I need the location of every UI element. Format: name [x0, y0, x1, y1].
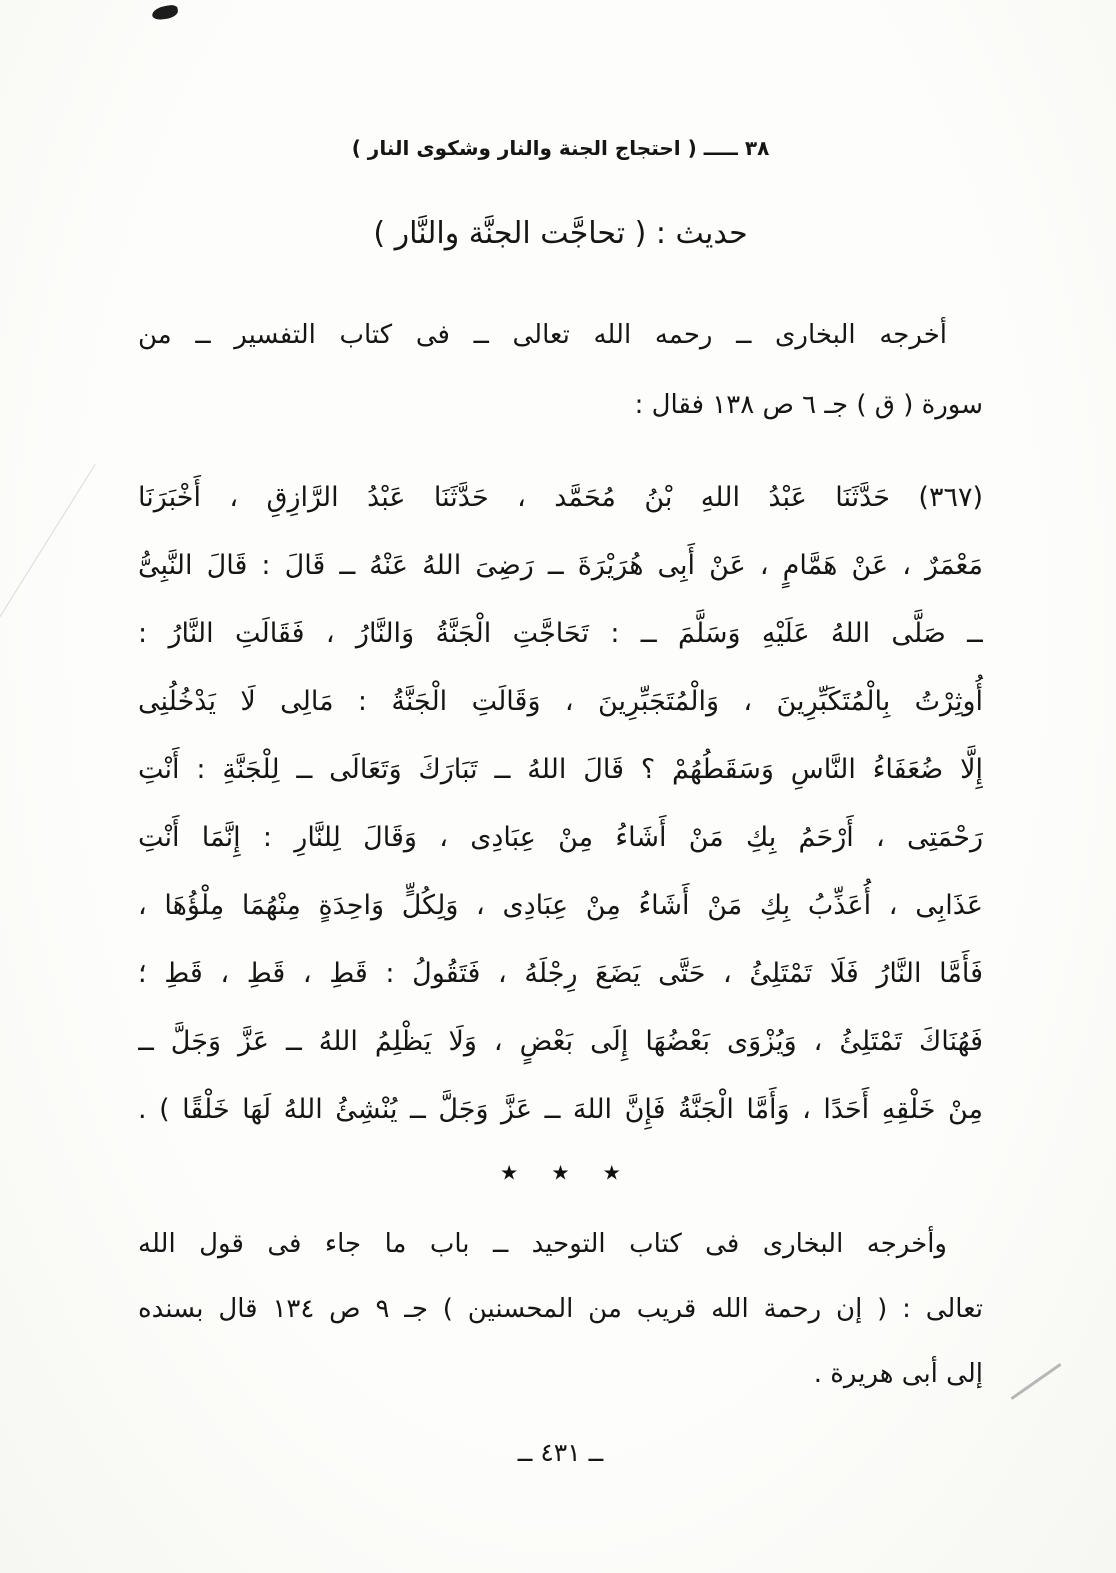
text-line: إلى أبى هريرة .: [813, 1359, 983, 1389]
source-paragraph: [138, 300, 983, 440]
hadith-line: مِنْ خَلْقِهِ أَحَدًا ، وَأَمَّا الْجَنَّةُ فَإِنَّ اللهَ ــ عَزَّ وَجَلَّ ــ يُنْشِئُ اللهُ لَهَا خَلْقًا ) .: [138, 1094, 983, 1125]
text-line: سورة ( ق ) جـ ٦ ص ١٣٨ فقال :: [634, 390, 983, 420]
page-number: ــ ٤٣١ ــ: [517, 1438, 604, 1467]
hadith-line: فَهُنَاكَ تَمْتَلِئُ ، وَيُزْوَى بَعْضُهَا إِلَى بَعْضٍ ، وَلَا يَظْلِمُ اللهُ ــ عَزَّ وَجَلَّ ــ: [138, 1026, 983, 1057]
text-line: تعالى : ( إن رحمة الله قريب من المحسنين ) جـ ٩ ص ١٣٤ قال بسنده: [138, 1294, 983, 1324]
text-line: أخرجه البخارى ــ رحمه الله تعالى ــ فى كتاب التفسير ــ من: [138, 320, 947, 350]
hadith-line: عَذَابِى ، أُعَذِّبُ بِكِ مَنْ أَشَاءُ مِنْ عِبَادِى ، وَلِكُلٍّ وَاحِدَةٍ مِنْهُمَا مِلْؤُهَا ،: [138, 890, 983, 921]
hadith-line: رَحْمَتِى ، أَرْحَمُ بِكِ مَنْ أَشَاءُ مِنْ عِبَادِى ، وَقَالَ لِلنَّارِ : إِنَّمَا أَنْتِ: [138, 822, 983, 853]
closing-paragraph: [138, 1212, 983, 1407]
hadith-line: إِلَّا ضُعَفَاءُ النَّاسِ وَسَقَطُهُمْ ؟ قَالَ اللهُ ــ تَبَارَكَ وَتَعَالَى ــ لِلْجَنَّةِ : أَنْتِ: [138, 754, 983, 785]
hadith-line: فَأَمَّا النَّارُ فَلَا تَمْتَلِئُ ، حَتَّى يَضَعَ رِجْلَهُ ، فَتَقُولُ : قَطِ ، قَطِ ، قَطِ ؛: [138, 958, 983, 989]
hadith-line: مَعْمَرٌ ، عَنْ هَمَّامٍ ، عَنْ أَبِى هُرَيْرَةَ ــ رَضِىَ اللهُ عَنْهُ ــ قَالَ : قَالَ النَّبِىُّ: [138, 550, 983, 581]
scan-artifact-top-corner-mark: [151, 4, 179, 20]
hadith-title: حديث : ( تحاجَّت الجنَّة والنَّار ): [373, 216, 748, 251]
hadith-line: أُوثِرْتُ بِالْمُتَكَبِّرِينَ ، وَالْمُتَجَبِّرِينَ ، وَقَالَتِ الْجَنَّةُ : مَالِى لَا يَدْخُلُنِى: [138, 686, 983, 717]
hadith-body: [138, 464, 983, 1144]
chapter-heading: ٣٨ ـــــ ( احتجاج الجنة والنار وشكوى النار ): [351, 136, 770, 160]
hadith-line: ــ صَلَّى اللهُ عَلَيْهِ وَسَلَّمَ ــ : تَحَاجَّتِ الْجَنَّةُ وَالنَّارُ ، فَقَالَتِ النَّارُ :: [138, 618, 983, 649]
hadith-line: (٣٦٧) حَدَّثَنَا عَبْدُ اللهِ بْنُ مُحَمَّد ، حَدَّثَنَا عَبْدُ الرَّازِقِ ، أَخْبَرَنَا: [138, 482, 983, 513]
ornament-separator: ٭ ٭ ٭: [499, 1152, 622, 1192]
scan-artifact-smudge: [1011, 1363, 1062, 1400]
text-line: وأخرجه البخارى فى كتاب التوحيد ــ باب ما جاء فى قول الله: [138, 1229, 947, 1259]
